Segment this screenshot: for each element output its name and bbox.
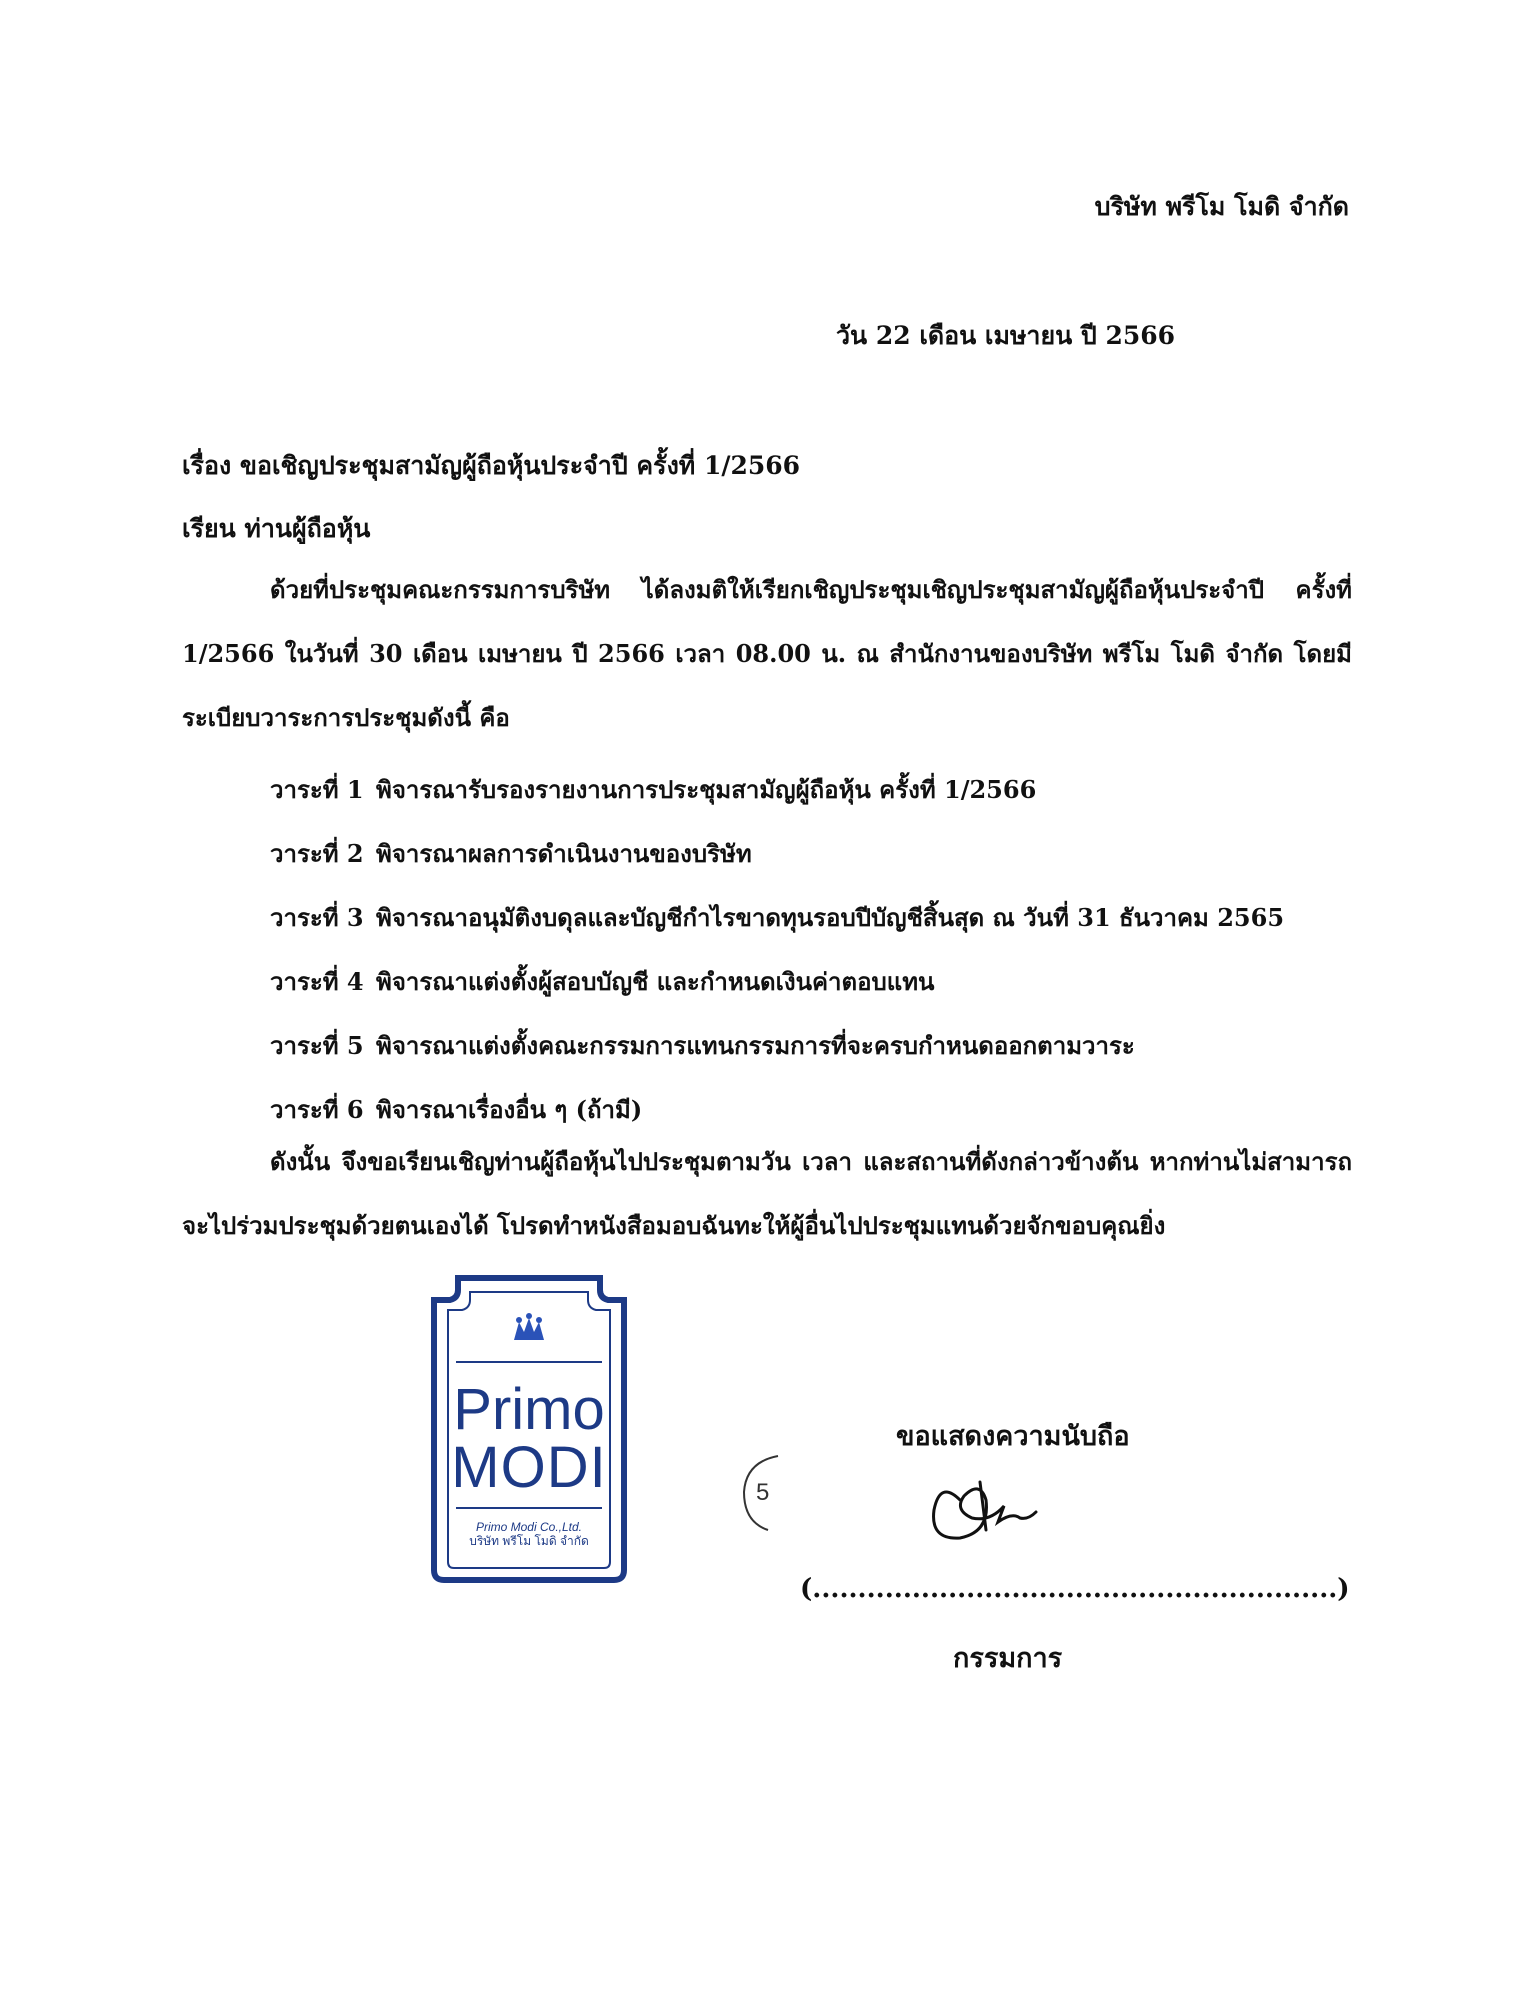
stamp-brand-line1: Primo	[453, 1377, 605, 1442]
agenda-number: วาระที่ 3	[270, 903, 364, 932]
company-stamp	[418, 1270, 640, 1588]
agenda-item	[270, 886, 1284, 950]
agenda-item	[270, 950, 1284, 1014]
letter-salutation: เรียน ท่านผู้ถือหุ้น	[182, 514, 371, 543]
signature-icon	[920, 1460, 1060, 1550]
stamp-company-english: Primo Modi Co.,Ltd.	[475, 1520, 583, 1534]
closing-paragraph: ดังนั้น จึงขอเรียนเชิญท่านผู้ถือหุ้นไปประชุมตามวัน เวลา และสถานที่ดังกล่าวข้างต้น หากท่านไม่สามารถจะไปร่วมประชุมด้วยตนเองได้ โปรดทำหนังสือมอบฉันทะให้ผู้อื่นไปประชุมแทนด้วยจักขอบคุณยิ่ง	[182, 1147, 1352, 1240]
crown-icon	[514, 1313, 544, 1340]
intro-paragraph: ด้วยที่ประชุมคณะกรรมการบริษัท ได้ลงมติให้เรียกเชิญประชุมเชิญประชุมสามัญผู้ถือหุ้นประจำปี ครั้งที่ 1/2566 ในวันที่ 30 เดือน เมษายน ปี 2566 เวลา 08.00 น. ณ สำนักงานของบริษัท พรีโม โมดิ จำกัด โดยมีระเบียบวาระการประชุมดังนี้ คือ	[182, 575, 1352, 732]
svg-text:5: 5	[756, 1479, 770, 1506]
letter-date: วัน 22 เดือน เมษายน ปี 2566	[836, 321, 1176, 350]
letter-subject: เรื่อง ขอเชิญประชุมสามัญผู้ถือหุ้นประจำปี ครั้งที่ 1/2566	[182, 451, 801, 480]
agenda-text: พิจารณาผลการดำเนินงานของบริษัท	[376, 839, 752, 868]
signature-line: (..........................................................)	[800, 1574, 1350, 1604]
agenda-text: พิจารณาแต่งตั้งผู้สอบบัญชี และกำหนดเงินค่าตอบแทน	[376, 967, 935, 996]
agenda-text: พิจารณารับรองรายงานการประชุมสามัญผู้ถือหุ้น ครั้งที่ 1/2566	[376, 775, 1037, 804]
agenda-item	[270, 1014, 1284, 1078]
stamp-company-thai: บริษัท พรีโม โมดิ จำกัด	[469, 1534, 589, 1548]
agenda-item	[270, 822, 1284, 886]
agenda-number: วาระที่ 1	[270, 775, 364, 804]
agenda-text: พิจารณาเรื่องอื่น ๆ (ถ้ามี)	[376, 1095, 643, 1124]
stamp-brand-line2: MODI	[451, 1435, 607, 1500]
agenda-item	[270, 758, 1284, 822]
agenda-number: วาระที่ 4	[270, 967, 364, 996]
agenda-number: วาระที่ 2	[270, 839, 364, 868]
signatory-role: กรรมการ	[953, 1643, 1063, 1674]
handwritten-circle-mark-icon	[738, 1452, 788, 1532]
agenda-text: พิจารณาแต่งตั้งคณะกรรมการแทนกรรมการที่จะครบกำหนดออกตามวาระ	[376, 1031, 1135, 1060]
closing-regards: ขอแสดงความนับถือ	[896, 1421, 1130, 1452]
company-name: บริษัท พรีโม โมดิ จำกัด	[1094, 192, 1349, 221]
agenda-list	[270, 758, 1284, 1142]
agenda-number: วาระที่ 5	[270, 1031, 364, 1060]
agenda-number: วาระที่ 6	[270, 1095, 364, 1124]
agenda-text: พิจารณาอนุมัติงบดุลและบัญชีกำไรขาดทุนรอบปีบัญชีสิ้นสุด ณ วันที่ 31 ธันวาคม 2565	[376, 903, 1285, 932]
